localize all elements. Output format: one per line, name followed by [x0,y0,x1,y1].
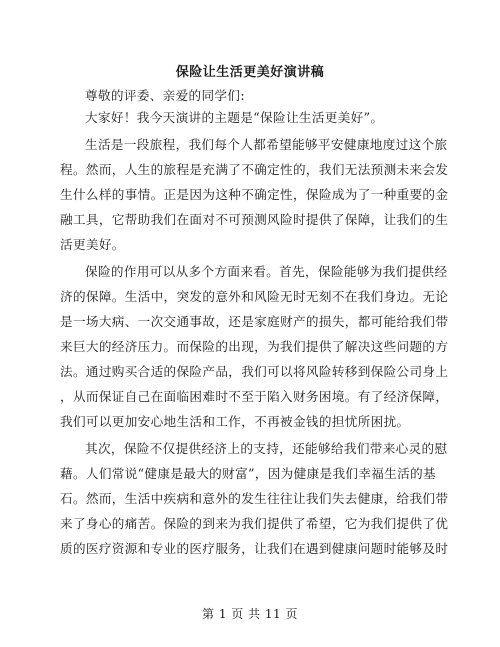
text-line: 尊敬的评委、亲爱的同学们: [85,88,245,103]
text-line: ，从而保证自己在面临困难时不至于陷入财务困境。有了经济保障， [60,389,449,404]
text-line: 其次，保险不仅提供经济上的支持，还能够给我们带来心灵的慰 [85,441,448,456]
text-line: 藉。人们常说“健康是最大的财富”，因为健康是我们幸福生活的基 [60,466,437,481]
text-line: 融工具，它帮助我们在面对不可预测风险时提供了保障，让我们的生 [60,212,449,227]
text-line: 法。通过购买合适的保险产品，我们可以将风险转移到保险公司身上 [60,364,449,379]
text-line: 济的保障。生活中，突发的意外和风险无时无刻不在我们身边。无论 [60,289,449,304]
text-line: 程。然而，人生的旅程是充满了不确定性的，我们无法预测未来会发 [60,162,449,177]
text-line: 来巨大的经济压力。而保险的出现，为我们提供了解决这些问题的方 [60,339,449,354]
text-line: 质的医疗资源和专业的医疗服务，让我们在遇到健康问题时能够及时 [60,541,449,556]
page-footer: 第 1 页 共 11 页 [202,607,298,621]
document-title: 保险让生活更美好演讲稿 [175,65,325,80]
text-line: 活更美好。 [60,237,125,252]
text-line: 大家好！我今天演讲的主题是“保险让生活更美好”。 [85,110,384,125]
text-line: 生活是一段旅程，我们每个人都希望能够平安健康地度过这个旅 [85,137,448,152]
text-line: 是一场大病、一次交通事故，还是家庭财产的损失，都可能给我们带 [60,314,449,329]
text-line: 保险的作用可以从多个方面来看。首先，保险能够为我们提供经 [85,264,448,279]
text-line: 生什么样的事情。正是因为这种不确定性，保险成为了一种重要的金 [60,187,449,202]
text-line: 我们可以更加安心地生活和工作，不再被金钱的担忧所困扰。 [60,414,410,429]
text-line: 来了身心的痛苦。保险的到来为我们提供了希望，它为我们提供了优 [60,516,449,531]
text-line: 石。然而，生活中疾病和意外的发生往往让我们失去健康，给我们带 [60,491,449,506]
